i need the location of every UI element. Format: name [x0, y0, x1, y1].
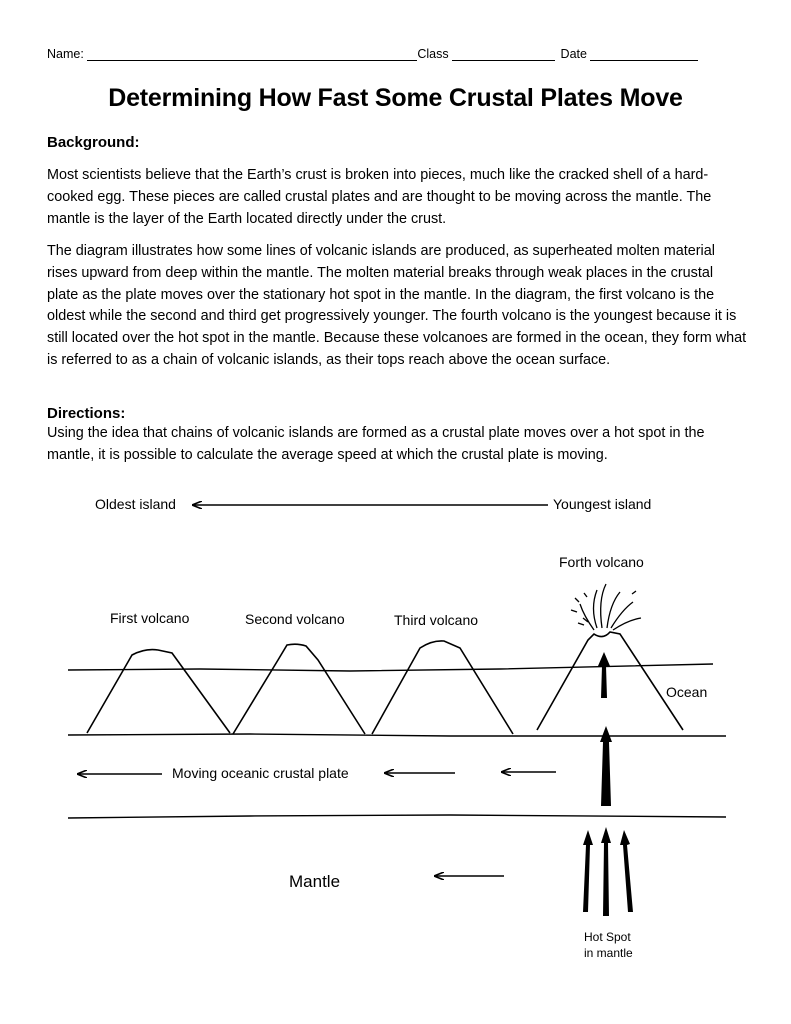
name-field[interactable] [87, 47, 417, 61]
second-volcano [233, 644, 365, 734]
student-info-header [47, 47, 698, 61]
magma-arrow-upper [598, 652, 610, 698]
ocean-label: Ocean [666, 684, 708, 700]
youngest-island-label: Youngest island [553, 496, 652, 512]
crust-bottom-line [68, 815, 726, 818]
mantle-label: Mantle [289, 872, 341, 891]
volcanic-island-diagram [0, 480, 791, 1024]
hot-spot-label: Hot Spot [584, 930, 631, 944]
crust-top-line [68, 734, 726, 736]
name-label: Name: [47, 47, 84, 61]
moving-plate-label: Moving oceanic crustal plate [172, 765, 349, 781]
third-volcano-label: Third volcano [394, 612, 479, 628]
directions-heading: Directions: [47, 405, 126, 422]
fourth-volcano [537, 632, 683, 730]
class-label: Class [417, 47, 449, 61]
eruption-plume [571, 584, 641, 630]
page-title: Determining How Fast Some Crustal Plates Move [108, 84, 683, 112]
directions-paragraph: Using the idea that chains of volcanic islands are formed as a crustal plate moves over a hot spot in the mantle, it is possible to calculate the average speed at which the crustal plate is moving. [47, 425, 705, 463]
second-volcano-label: Second volcano [245, 611, 345, 627]
first-volcano-label: First volcano [110, 610, 190, 626]
background-heading: Background: [47, 134, 140, 151]
date-label: Date [560, 47, 587, 61]
oldest-island-label: Oldest island [95, 496, 176, 512]
ocean-surface-line [68, 664, 713, 671]
third-volcano [372, 641, 513, 734]
background-paragraph-2: The diagram illustrates how some lines of volcanic islands are produced, as superheated molten material rises upward from deep within the mantle. The molten material breaks through weak places in the crustal plate as the plate moves over the stationary hot spot in the mantle. In the diagram, the first volcano is the oldest while the second and third get progressively younger. The fourth volcano is the youngest because it is still located over the hot spot in the mantle. Because these volcanoes are formed in the ocean, they form what is referred to as a chain of volcanic islands, as their tops reach above the ocean surface. [47, 243, 747, 368]
hot-spot-arrows [583, 827, 633, 916]
date-field[interactable] [590, 47, 698, 61]
background-paragraph-1: Most scientists believe that the Earth’s crust is broken into pieces, much like the cracked shell of a hard-cooked egg. These pieces are called crustal plates and are thought to be moving across the mantle. The mantle is the layer of the Earth located directly under the crust. [47, 167, 712, 227]
class-field[interactable] [452, 47, 555, 61]
magma-arrow-lower [600, 726, 612, 806]
hot-spot-sublabel: in mantle [584, 946, 633, 960]
fourth-volcano-label: Forth volcano [559, 554, 644, 570]
first-volcano [87, 650, 230, 733]
